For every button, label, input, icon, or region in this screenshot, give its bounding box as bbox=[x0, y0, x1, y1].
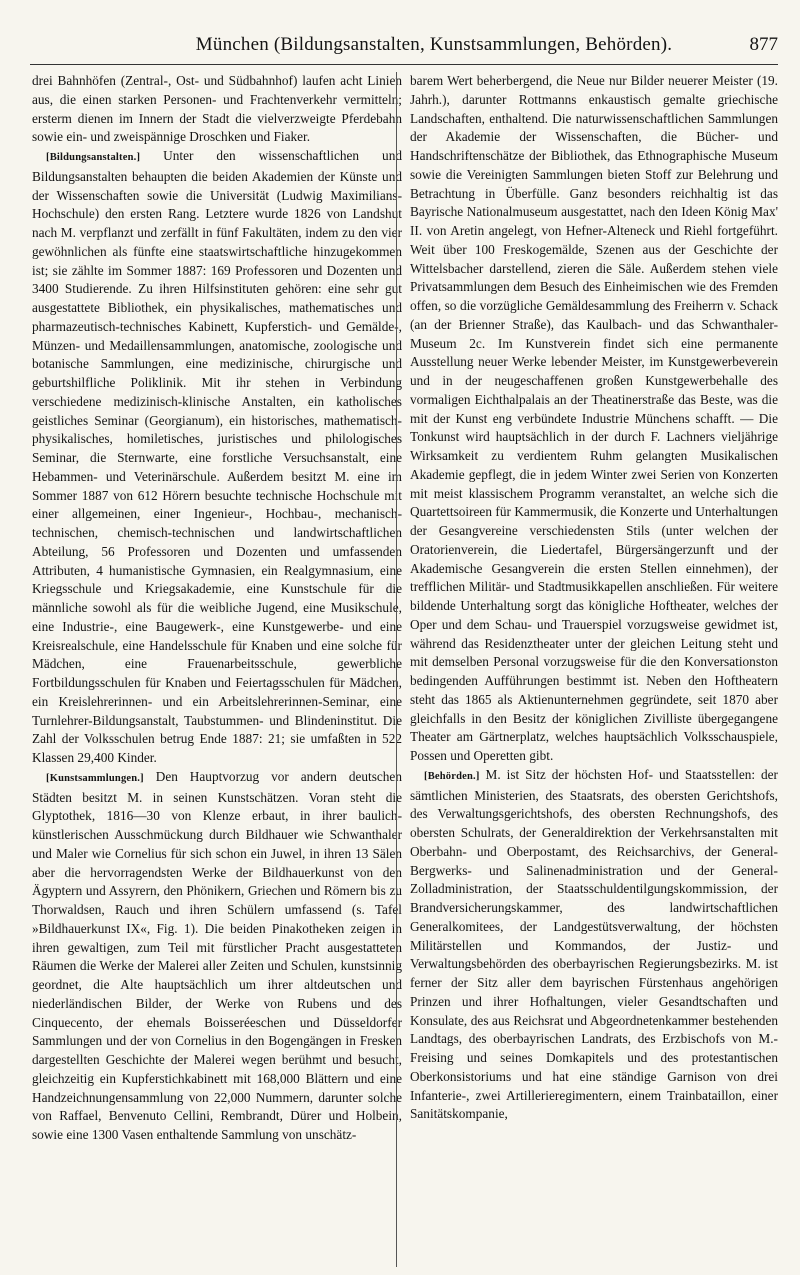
paragraph-transport: drei Bahnhöfen (Zentral-, Ost- und Südbahnhof) laufen acht Linien aus, die einen starken Personen- und Frachtenverkehr vermitteln; ersterm dienen im Innern der Stadt die vielverzweigte Pferdebahn sowie ein- und zweispännige Droschken und Fiaker. bbox=[32, 73, 402, 145]
right-column bbox=[410, 72, 778, 1124]
paragraph-education-text: Unter den wissenschaftlichen und Bildungsanstalten behaupten die beiden Akademien der Künste und der Wissenschaften sowie die Universität (Ludwig Maximilians-Hochschule) den ersten Rang. Letztere wurde 1826 von Landshut nach M. verpflanzt und zerfällt in fünf Fakultäten, indem zu den vier gewöhnlichen als fünfte eine staatswirtschaftliche hinzugekommen ist; sie zählte im Sommer 1887: 169 Professoren und Dozenten und 3400 Studierende. Zu ihren Hilfsinstituten gehören: eine sehr gut ausgestattete Bibliothek, ein physikalisches, mathematisches und pharmazeutisch-technisches Kabinett, Kupferstich- und Gemälde-, Münzen- und Medaillensammlungen, anatomische, zoologische und botanische Sammlungen, eine medizinische, chirurgische und geburtshilfliche Poliklinik. Mit ihr stehen in Verbindung verschiedene medizinisch-klinische Anstalten, ein katholisches geistliches Seminar (Georgianum), ein historisches, mathematisch-physikalisches, homiletisches, juristisches und philologisches Seminar, die Sternwarte, eine forstliche Versuchsanstalt, eine Hebammen- und Veterinärschule. Außerdem besitzt M. eine im Sommer 1887 von 612 Hörern besuchte technische Hochschule mit einer allgemeinen, einer Ingenieur-, Hochbau-, mechanisch-technischen, chemisch-technischen und landwirtschaftlichen Abteilung, 56 Professoren und Dozenten und umfassenden Attributen, 4 humanistische Gymnasien, ein Realgymnasium, eine Kriegsschule und Kriegsakademie, eine Kunstschule für die männliche sowohl als für die weibliche Jugend, eine Musikschule, eine Industrie-, eine Baugewerk-, eine Kunstgewerbe- und eine Kreisrealschule, eine Handelsschule für Knaben und eine solche für Mädchen, eine Frauenarbeitsschule, gewerbliche Fortbildungsschulen für Knaben und Feiertagsschulen für Mädchen, ein Kreislehrerinnen- und ein Arbeitslehrerinnen-Seminar, eine Turnlehrer-Bildungsanstalt, Taubstummen- und Blindeninstitut. Die Zahl der Volksschulen betrug Ende 1887: 21; sie umfaßten in 522 Klassen 29,400 Kinder. bbox=[32, 148, 402, 765]
paragraph-authorities-text: M. ist Sitz der höchsten Hof- und Staatsstellen: der sämtlichen Ministerien, des Staatsrats, des obersten Gerichtshofs, des Verwaltungsgerichtshofs, des obersten Rechnungshofs, des obersten Schulrats, der Generaldirektion der Verkehrsanstalten mit Oberbahn- und Oberpostamt, des Reichsarchivs, der General-Bergwerks- und Salinenadministration und der General-Zolladministration, der Staatsschuldentilgungskommission, der Brandversicherungskammer, des landwirtschaftlichen Generalkomitees, der Landgestütsverwaltung, der höchsten Militärstellen und Kommandos, der Justiz- und Verwaltungsbehörden des oberbayrischen Regierungsbezirks. M. ist ferner der Sitz aller dem bayrischen Fürstenhaus angehörigen Prinzen und ihrer Hofhaltungen, vieler Gesandtschaften und Konsulate, des aus Reichsrat und Abgeordnetenkammer bestehenden Landtags, des oberbayrischen Landrats, des Erzbischofs von M.-Freising und seines Domkapitels und des protestantischen Oberkonsistoriums und hat eine ständige Garnison von drei Infanterie-, zwei Artillerieregimentern, einem Trainbataillon, einer Sanitätskompanie, bbox=[410, 766, 778, 1122]
header-rule bbox=[30, 64, 778, 65]
section-label-education: [Bildungsanstalten.] bbox=[46, 152, 141, 163]
paragraph-collections-continued: barem Wert beherbergend, die Neue nur Bilder neuerer Meister (19. Jahrh.), darunter Rottmanns enkaustisch gemalte griechische Landschaften, enthaltend. Die naturwissenschaftlichen Sammlungen der Akademie der Wissenschaften, die Bücher- und Handschriftenschätze der Bibliothek, das Ethnographische Museum sowie die Vereinigten Sammlungen bieten Stoff zur Belehrung und Betrachtung in Überfülle. Ganz besonders reichhaltig ist das Bayrische Nationalmuseum ausgestattet, nach den Ideen König Max' II. von Aretin angelegt, von Hefner-Alteneck und Riehl fortgeführt. Weit über 100 Freskogemälde, Szenen aus der Geschichte der Wittelsbacher darstellend, zieren die Säle. Außerdem stehen viele Privatsammlungen dem Besuch des Einheimischen wie des Fremden offen, so die vorzügliche Gemäldesammlung des Freiherrn v. Schack (an der Brienner Straße), das Kaulbach- und das Schwanthaler-Museum 2c. Im Kunstverein findet sich eine permanente Ausstellung neuer Werke lebender Meister, im Kunstgewerbeverein und in der neugeschaffenen großen Kunstgewerbehalle des vormaligen Eichthalpalais an der Theatinerstraße das Beste, was die mit der Kunst eng verbündete Industrie Münchens schafft. — Die Tonkunst wird hauptsächlich in der durch F. Lachners vieljährige Wirksamkeit zu verdientem Ruhm gelangten Musikalischen Akademie gepflegt, die in jedem Winter zwei Serien von Konzerten mit meist klassischem Programm veranstaltet, an welche sich die Quartettsoireen für Kammermusik, die Konzerte und Unterhaltungen der Gesangvereine verschiedensten Stils (unter welchen der Oratorienverein, die Liedertafel, Bürgersängerzunft und der Akademische Gesangverein die ersten Stellen einnehmen), der trefflichen Militär- und Stadtmusikkapellen anschließen. Für weitere bildende Unterhaltung sorgt das königliche Hoftheater, welches der Oper und dem Schau- und Trauerspiel vorzugsweise gewidmet ist, während das Residenztheater unter der gleichen Leitung steht und mit demselben Personal vorzugsweise für die den Konversationston bedingenden Aufführungen bestimmt ist. Neben den Hoftheatern steht das 1865 als Aktienunternehmen gegründete, seit 1870 aber gleichfalls in den Besitz der königlichen Zivilliste übergegangene Theater am Gärtnerplatz, welches hauptsächlich Volksschauspiele, Possen und Operetten gibt. bbox=[410, 73, 778, 763]
column-divider bbox=[396, 72, 397, 1267]
paragraph-authorities bbox=[410, 766, 778, 1124]
section-label-art-collections: [Kunstsammlungen.] bbox=[46, 772, 144, 784]
page-number: 877 bbox=[749, 34, 778, 55]
running-head: München (Bildungsanstalten, Kunstsammlungen, Behörden). bbox=[195, 34, 673, 55]
paragraph-art-collections-text: Den Hauptvorzug vor andern deutschen Städten besitzt M. in seinen Kunstschätzen. Voran steht die Glyptothek, 1816—30 von Klenze erbaut, in ihrer baulich-künstlerischen Ausschmückung durch Bildhauer wie Schwanthaler und Maler wie Cornelius für sich schon ein Juwel, in ihren 13 Sälen aber die hervorragendsten Werke der Bildhauerkunst von den Ägyptern und Assyrern, den Phönikern, Griechen und Römern bis zu Thorwaldsen, Rauch und ihren Schülern umfassend (s. Tafel »Bildhauerkunst IX«, Fig. 1). Die beiden Pinakotheken zeigen in ihren gewaltigen, zum Teil mit fürstlicher Pracht ausgestatteten Räumen die Werke der Malerei aller Zeiten und Schulen, kunstsinnig geordnet, die Alte hauptsächlich um ihrer altdeutschen und niederländischen Bilder, der Werke von Rubens und des Cinquecento, der ehemals Boisseréeschen und Düsseldorfer Sammlungen und der von Cornelius in den Bogengängen in Fresken dargestellten Geschichte der Malerei wegen berühmt und besucht, gleichzeitig ein Kupferstichkabinett mit 168,000 Blättern und eine Handzeichnungensammlung von 22,000 Nummern, darunter solche von Raffael, Benvenuto Cellini, Rembrandt, Dürer und Holbein, sowie eine 1300 Vasen enthaltende Sammlung von unschätz- bbox=[32, 768, 402, 1142]
section-label-authorities: [Behörden.] bbox=[424, 770, 480, 782]
page-header bbox=[30, 34, 778, 64]
paragraph-education bbox=[32, 147, 402, 768]
left-column bbox=[32, 72, 402, 1145]
paragraph-art-collections bbox=[32, 768, 402, 1145]
